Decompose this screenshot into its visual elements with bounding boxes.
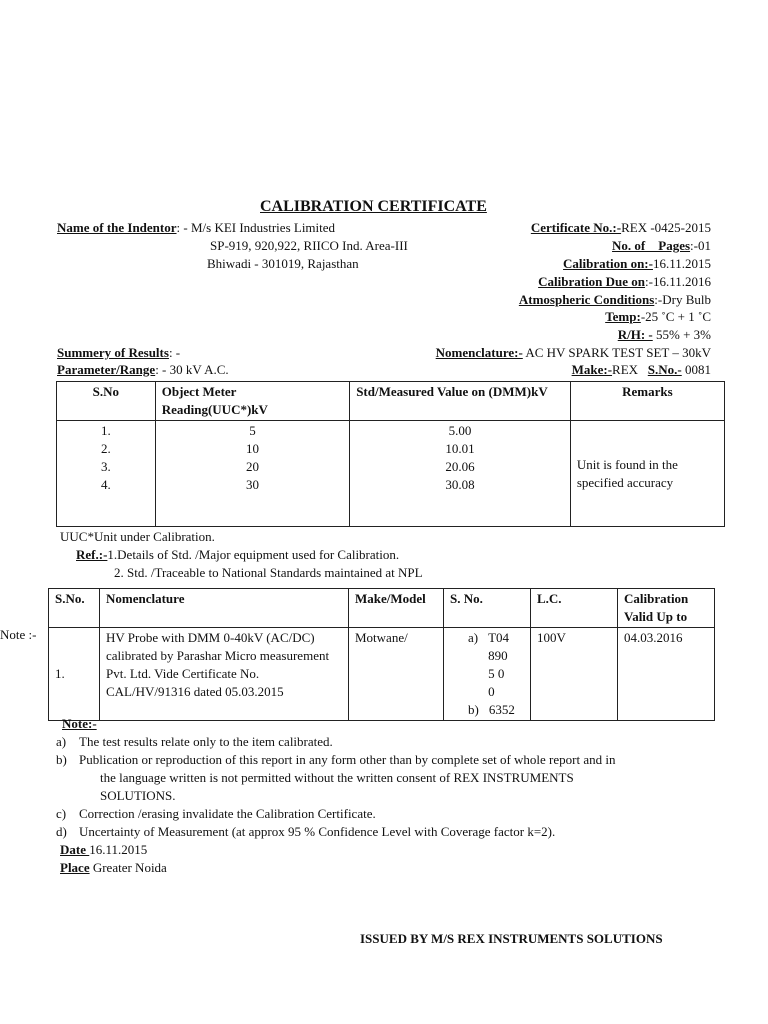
std-cell: [350, 421, 571, 527]
parameter-range: [57, 362, 229, 378]
results-data-row: [57, 421, 725, 527]
equip-header-serial: S. No.: [444, 589, 531, 628]
header-remarks: Remarks: [570, 382, 724, 421]
ref-text1: 1.Details of Std. /Major equipment used for Calibration.: [107, 547, 400, 562]
make-value: REX: [612, 362, 639, 377]
indentor-sep: : -: [176, 220, 191, 235]
std-1: 5.00: [448, 423, 472, 438]
ref-line1: [76, 547, 399, 563]
std-3: 20.06: [445, 459, 475, 474]
indentor-line2: SP-919, 920,922, RIICO Ind. Area-III: [210, 238, 408, 253]
indentor-name: M/s KEI Industries Limited: [190, 220, 336, 235]
place-label: Place: [60, 860, 90, 875]
certificate-no-label: Certificate No.:-: [530, 220, 622, 235]
pages-value: :-01: [690, 238, 711, 253]
calibration-on-value: 16.11.2015: [652, 256, 711, 271]
indentor-line3: Bhiwadi - 301019, Rajasthan: [207, 256, 359, 271]
note-side-label: Note :-: [0, 627, 37, 642]
sno-label: S.No.-: [647, 362, 682, 377]
note-text: the language written is not permitted without the written consent of REX INSTRUMENTS: [100, 770, 574, 785]
calibration-due: [538, 274, 711, 290]
indentor-line1: [57, 220, 335, 236]
sno-1: 1.: [100, 423, 111, 438]
nomenclature: [436, 345, 711, 361]
equip-header-make: Make/Model: [349, 589, 444, 628]
note-item: [56, 823, 756, 841]
parameter-label: Parameter/Range: [57, 362, 156, 377]
make-label: Make:-: [571, 362, 613, 377]
note-text: Uncertainty of Measurement (at approx 95 % Confidence Level with Coverage factor k=2).: [79, 824, 556, 839]
date-line: [60, 842, 147, 858]
header-std: Std/Measured Value on (DMM)kV: [350, 382, 571, 421]
results-table: [56, 381, 725, 527]
notes-heading: Note:-: [62, 716, 97, 731]
place-line: [60, 860, 167, 876]
issued-by: ISSUED BY M/S REX INSTRUMENTS SOLUTIONS: [360, 931, 663, 946]
make-serial: [572, 362, 711, 378]
equip-header-sno: S.No.: [49, 589, 100, 628]
relative-humidity: [618, 327, 711, 343]
sno-value: 0081: [681, 362, 711, 377]
equip-data-row: [49, 628, 715, 721]
serial-b-value: 6352: [488, 702, 515, 717]
serial-a-label: a): [468, 630, 479, 645]
equip-header-lc: L.C.: [531, 589, 618, 628]
place-value: Greater Noida: [89, 860, 167, 875]
sno-4: 4.: [100, 477, 111, 492]
atmospheric-conditions: [519, 292, 711, 308]
equip-lc: 100V: [531, 628, 618, 721]
temp-value: -25 ˚C + 1 ˚C: [640, 309, 711, 324]
std-4: 30.08: [445, 477, 475, 492]
std-2: 10.01: [445, 441, 475, 456]
calibration-on: [563, 256, 711, 272]
pages-label: No. of Pages: [612, 238, 691, 253]
ref-label: Ref.:-: [76, 547, 108, 562]
uuc-2: 10: [245, 441, 259, 456]
sno-2: 2.: [100, 441, 111, 456]
note-item: [56, 805, 756, 823]
atmospheric-label: Atmospheric Conditions: [518, 292, 655, 307]
note-text: SOLUTIONS.: [100, 788, 176, 803]
equip-serial: [444, 628, 531, 721]
results-header-row: [57, 382, 725, 421]
serial-b: [450, 701, 524, 719]
uuc-3: 20: [245, 459, 259, 474]
nomenclature-value: AC HV SPARK TEST SET – 30kV: [522, 345, 711, 360]
note-item: [56, 787, 756, 805]
summary-results: [57, 345, 180, 361]
serial-b-label: b): [468, 702, 479, 717]
rh-label: R/H: -: [617, 327, 653, 342]
uuc-4: 30: [245, 477, 259, 492]
ref-line2: 2. Std. /Traceable to National Standards maintained at NPL: [114, 565, 423, 580]
sno-cell: [57, 421, 156, 527]
note-text: Publication or reproduction of this report in any form other than by complete set of whole report and in: [79, 752, 616, 767]
parameter-value: : - 30 kV A.C.: [155, 362, 229, 377]
note-marker: a): [56, 734, 67, 749]
remarks-cell: Unit is found in the specified accuracy: [570, 421, 724, 527]
summary-label: Summery of Results: [57, 345, 169, 360]
summary-value: : -: [168, 345, 181, 360]
date-value: 16.11.2015: [89, 842, 148, 857]
uuc-cell: [155, 421, 349, 527]
atmospheric-value: :-Dry Bulb: [654, 292, 711, 307]
note-marker: d): [56, 824, 67, 839]
calibration-due-value: :-16.11.2016: [645, 274, 711, 289]
equip-header-row: [49, 589, 715, 628]
note-item: [56, 733, 756, 751]
temperature: [605, 309, 711, 325]
note-item: [56, 769, 756, 787]
date-label: Date: [60, 842, 90, 857]
note-marker: b): [56, 752, 67, 767]
rh-value: 55% + 3%: [652, 327, 711, 342]
header-sno: S.No: [57, 382, 156, 421]
equip-sno: 1.: [49, 628, 100, 721]
nomenclature-label: Nomenclature:-: [435, 345, 523, 360]
uuc-note: UUC*Unit under Calibration.: [60, 529, 215, 544]
certificate-title: CALIBRATION CERTIFICATE: [260, 198, 487, 215]
serial-a-value: T04 8905 00: [488, 630, 510, 699]
equip-make: Motwane/: [349, 628, 444, 721]
equip-nomenclature: HV Probe with DMM 0-40kV (AC/DC) calibrated by Parashar Micro measurement Pvt. Ltd. Vide Certificate No. CAL/HV/91316 dated 05.03.2015: [100, 628, 349, 721]
certificate-no-value: REX -0425-2015: [621, 220, 711, 235]
notes-list: [56, 733, 756, 841]
note-marker: c): [56, 806, 67, 821]
indentor-label: Name of the Indentor: [57, 220, 177, 235]
note-text: Correction /erasing invalidate the Calibration Certificate.: [79, 806, 376, 821]
sno-3: 3.: [100, 459, 111, 474]
header-uuc: Object Meter Reading(UUC*)kV: [155, 382, 349, 421]
equipment-table: [48, 588, 715, 721]
serial-a: [450, 629, 524, 701]
pages: [612, 238, 711, 254]
uuc-1: 5: [249, 423, 256, 438]
calibration-due-label: Calibration Due on: [538, 274, 646, 289]
equip-valid: 04.03.2016: [618, 628, 715, 721]
note-text: The test results relate only to the item calibrated.: [79, 734, 333, 749]
note-item: [56, 751, 756, 769]
certificate-no: [531, 220, 711, 236]
equip-header-nomenclature: Nomenclature: [100, 589, 349, 628]
temp-label: Temp:: [605, 309, 641, 324]
equip-header-valid: Calibration Valid Up to: [618, 589, 715, 628]
calibration-on-label: Calibration on:-: [563, 256, 653, 271]
